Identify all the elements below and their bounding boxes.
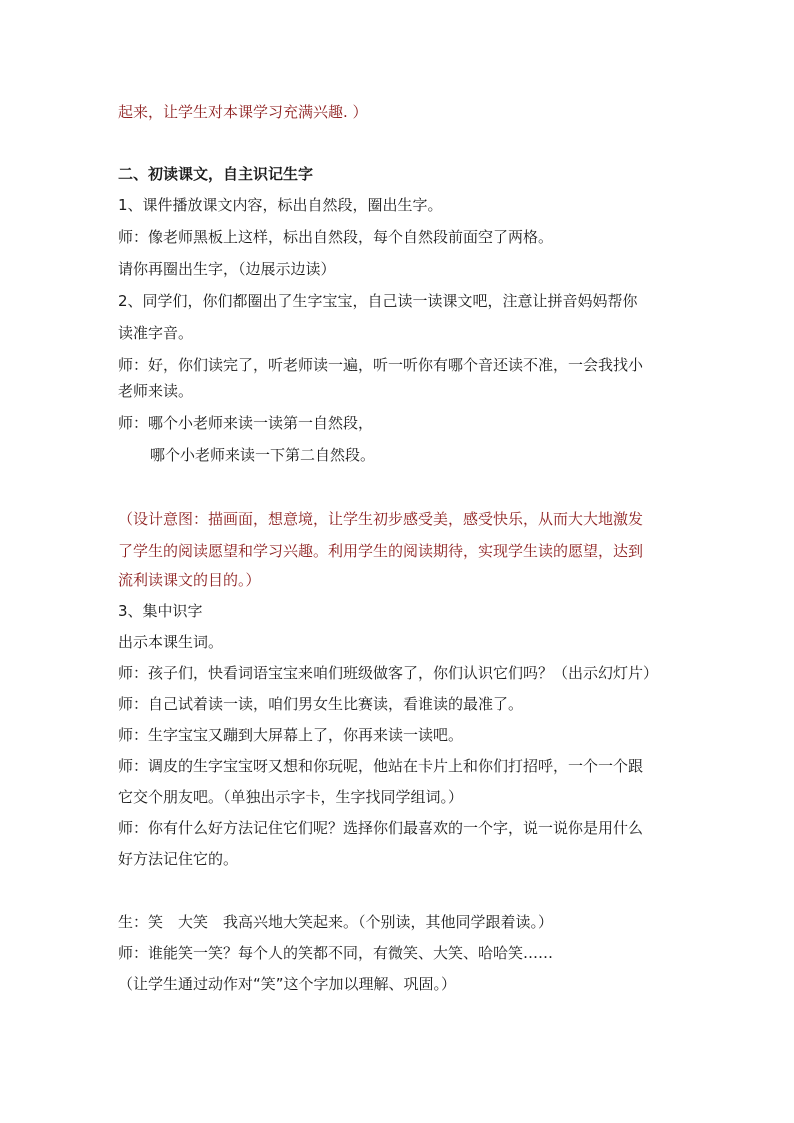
paragraph-line: 生：笑 大笑 我高兴地大笑起来。（个别读，其他同学跟着读。） bbox=[118, 913, 554, 931]
paragraph-line: 师：哪个小老师来读一读第一自然段， bbox=[118, 414, 374, 432]
paragraph-line: 好方法记住它的。 bbox=[118, 850, 239, 868]
paragraph-line: 师：你有什么好方法记住它们呢？选择你们最喜欢的一个字，说一说你是用什么 bbox=[118, 819, 644, 837]
paragraph-line: 2、同学们，你们都圈出了生字宝宝，自己读一读课文吧，注意让拼音妈妈帮你 bbox=[118, 292, 638, 310]
paragraph-line: 读准字音。 bbox=[118, 324, 194, 342]
paragraph-line: 师：好，你们读完了，听老师读一遍，听一听你有哪个音还读不准，一会我找小 bbox=[118, 356, 644, 374]
paragraph-line: 师：像老师黑板上这样，标出自然段，每个自然段前面空了两格。 bbox=[118, 228, 554, 246]
paragraph-line: 出示本课生词。 bbox=[118, 633, 224, 651]
paragraph-line: 师：谁能笑一笑？每个人的笑都不同，有微笑、大笑、哈哈笑…… bbox=[118, 944, 554, 962]
paragraph-line: 它交个朋友吧。（单独出示字卡，生字找同学组词。） bbox=[118, 788, 464, 806]
design-intent-line: 了学生的阅读愿望和学习兴趣。利用学生的阅读期待，实现学生读的愿望，达到 bbox=[118, 542, 644, 560]
design-intent-line: （设计意图：描画面，想意境，让学生初步感受美，感受快乐，从而大大地激发 bbox=[118, 510, 644, 528]
paragraph-line: 师：调皮的生字宝宝呀又想和你玩呢，他站在卡片上和你们打招呼，一个一个跟 bbox=[118, 757, 644, 775]
paragraph-line: 老师来读。 bbox=[118, 382, 194, 400]
subsection-heading: 3、集中识字 bbox=[118, 602, 203, 620]
paragraph-line: 1、课件播放课文内容，标出自然段，圈出生字。 bbox=[118, 196, 443, 214]
section-heading: 二、初读课文，自主识记生字 bbox=[118, 165, 314, 183]
paragraph-line: 请你再圈出生字，（边展示边读） bbox=[118, 260, 336, 278]
design-intent-closing: 起来，让学生对本课学习充满兴趣. ） bbox=[118, 103, 368, 121]
design-intent-line: 流利读课文的目的。） bbox=[118, 571, 261, 589]
paragraph-line: （让学生通过动作对“笑”这个字加以理解、巩固。） bbox=[118, 975, 457, 993]
paragraph-line: 师：生字宝宝又蹦到大屏幕上了，你再来读一读吧。 bbox=[118, 726, 464, 744]
paragraph-line: 师：自己试着读一读，咱们男女生比赛读，看谁读的最准了。 bbox=[118, 695, 524, 713]
paragraph-line: 师：孩子们，快看词语宝宝来咱们班级做客了，你们认识它们吗？（出示幻灯片） bbox=[118, 664, 659, 682]
paragraph-line: 哪个小老师来读一下第二自然段。 bbox=[150, 446, 376, 464]
